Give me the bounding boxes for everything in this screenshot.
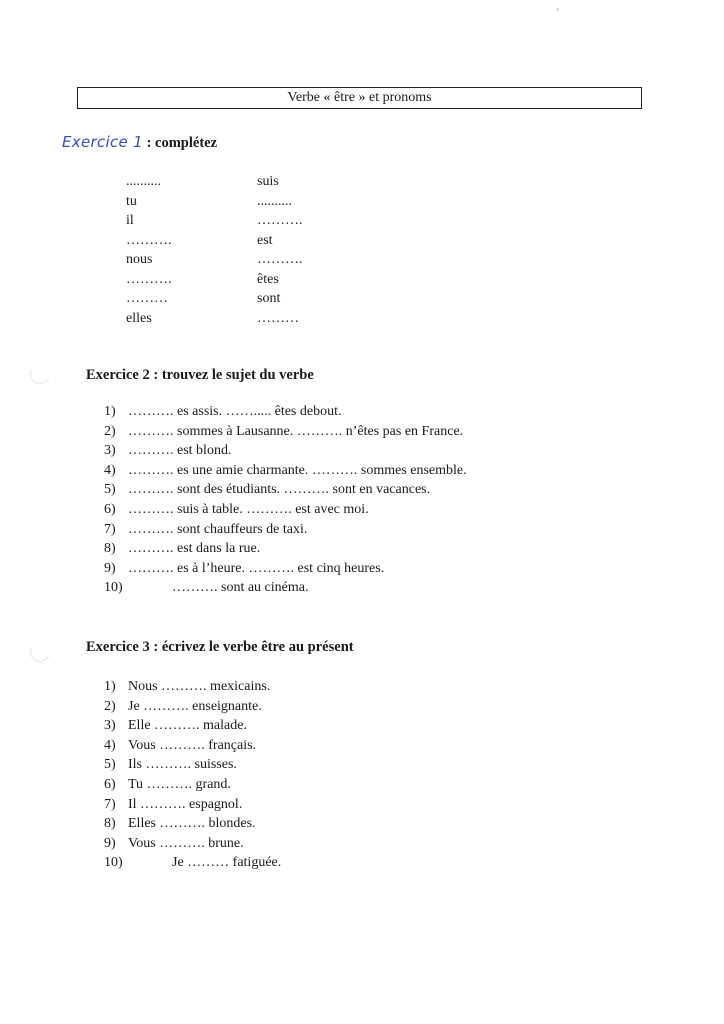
list-item	[104, 461, 467, 481]
worksheet-title: Verbe « être » et pronoms	[287, 90, 432, 105]
exercise1-pronoun: nous	[126, 252, 153, 267]
list-item	[104, 755, 281, 775]
exercise1-pronoun: il	[126, 213, 134, 228]
exercise1-pronoun: ..........	[126, 174, 161, 189]
item-text: Je ………. enseignante.	[128, 698, 262, 714]
list-item	[104, 795, 281, 815]
list-item	[104, 853, 281, 873]
item-text: ………. es une amie charmante. ………. sommes ensemble.	[128, 462, 467, 478]
item-number: 3)	[104, 443, 116, 459]
item-number: 8)	[104, 541, 116, 557]
list-item	[104, 677, 281, 697]
list-item	[104, 814, 281, 834]
item-text: ………. sommes à Lausanne. ………. n’êtes pas en France.	[128, 423, 464, 439]
exercise2-list	[104, 402, 467, 598]
item-text: ………. es assis. ……..... êtes debout.	[128, 404, 342, 419]
item-number: 1)	[104, 404, 116, 419]
item-text: ………. sont chauffeurs de taxi.	[128, 521, 308, 537]
item-number: 7)	[104, 521, 116, 537]
item-text: ………. est blond.	[128, 443, 232, 459]
list-item	[104, 775, 281, 795]
exercise1-pronoun: ………	[126, 291, 168, 306]
list-item	[104, 539, 467, 559]
exercise1-verb: êtes	[257, 271, 279, 287]
exercise2-heading: Exercice 2 : trouvez le sujet du verbe	[86, 367, 314, 383]
item-number: 2)	[104, 698, 116, 714]
exercise1-heading	[62, 133, 217, 152]
item-number: 9)	[104, 560, 116, 576]
list-item	[104, 402, 467, 422]
item-number: 10)	[104, 855, 123, 871]
item-number: 6)	[104, 501, 116, 517]
worksheet-title-box	[77, 87, 642, 109]
list-item	[104, 441, 467, 461]
list-item	[104, 520, 467, 540]
item-text: Vous ………. brune.	[128, 835, 244, 851]
item-number: 4)	[104, 737, 116, 753]
exercise3-heading: Exercice 3 : écrivez le verbe être au présent	[86, 639, 354, 655]
item-number: 5)	[104, 757, 116, 773]
list-item	[104, 422, 467, 442]
exercise1-pronoun: ……….	[126, 232, 172, 248]
item-text: ………. est dans la rue.	[128, 541, 261, 557]
item-text: Tu ………. grand.	[128, 776, 231, 792]
exercise1-verb: ………	[257, 310, 299, 326]
exercise1-verb: sont	[257, 291, 281, 306]
exercise1-pronoun: elles	[126, 310, 152, 326]
list-item	[104, 500, 467, 520]
item-text: Vous ………. français.	[128, 737, 257, 753]
exercise1-verb: suis	[257, 174, 279, 189]
item-text: Il ………. espagnol.	[128, 796, 243, 812]
item-number: 10)	[104, 580, 123, 596]
item-number: 6)	[104, 776, 116, 792]
item-number: 1)	[104, 679, 116, 694]
hole-punch-mark	[27, 361, 53, 387]
hole-punch-mark	[27, 639, 53, 665]
exercise1-verb: est	[257, 232, 273, 248]
list-item	[104, 834, 281, 854]
item-number: 3)	[104, 718, 116, 734]
list-item	[104, 480, 467, 500]
item-text: ………. es à l’heure. ………. est cinq heures.	[128, 560, 385, 576]
item-number: 9)	[104, 835, 116, 851]
item-text: Elles ………. blondes.	[128, 816, 256, 832]
exercise1-pronoun: tu	[126, 193, 137, 209]
exercise1-verb: ……….	[257, 252, 303, 267]
item-text: Ils ………. suisses.	[128, 757, 237, 773]
item-number: 5)	[104, 482, 116, 498]
exercise1-heading-text: : complétez	[146, 135, 218, 151]
list-item	[104, 716, 281, 736]
exercise1-verb: ..........	[257, 193, 292, 209]
item-text: Elle ………. malade.	[128, 718, 247, 734]
scan-speck	[556, 8, 559, 11]
exercise3-list	[104, 677, 281, 873]
exercise1-pronoun: ……….	[126, 271, 172, 287]
exercise1-verb: ……….	[257, 213, 303, 228]
list-item	[104, 697, 281, 717]
item-text: Je ……… fatiguée.	[172, 855, 282, 871]
list-item	[104, 578, 467, 598]
item-text: ………. suis à table. ………. est avec moi.	[128, 501, 369, 517]
exercise1-handwritten-label: Exercice 1	[62, 133, 143, 151]
item-number: 4)	[104, 462, 116, 478]
item-text: ………. sont au cinéma.	[172, 580, 309, 596]
item-number: 7)	[104, 796, 116, 812]
item-text: Nous ………. mexicains.	[128, 679, 271, 694]
item-number: 8)	[104, 816, 116, 832]
item-number: 2)	[104, 423, 116, 439]
list-item	[104, 736, 281, 756]
list-item	[104, 559, 467, 579]
item-text: ………. sont des étudiants. ………. sont en vacances.	[128, 482, 431, 498]
